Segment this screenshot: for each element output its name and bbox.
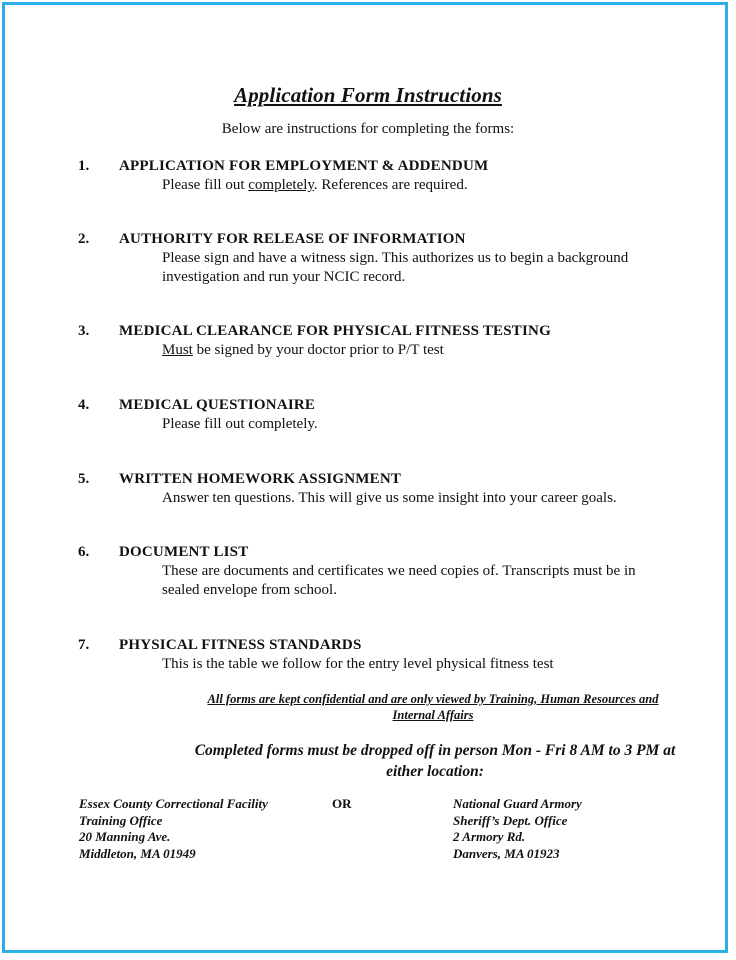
item-heading: MEDICAL QUESTIONAIRE [119,397,316,413]
address-dept: Sheriff’s Dept. Office [453,812,568,828]
item-number: 3. [78,323,90,339]
document-title: Application Form Instructions [234,83,502,107]
item-description: Answer ten questions. This will give us some insight into your career goals. [162,490,617,506]
document-title-block [0,83,736,108]
emphasis-underline: completely [248,177,314,193]
address-city: Middleton, MA 01949 [79,845,196,861]
item-number: 1. [78,158,90,174]
item-description: This is the table we follow for the entry level physical fitness test [162,656,554,672]
item-heading: DOCUMENT LIST [119,544,249,560]
item-heading: APPLICATION FOR EMPLOYMENT & ADDENDUM [119,158,489,174]
intro-text: Below are instructions for completing the forms: [221,121,515,137]
item-number: 5. [78,471,90,487]
item-heading: MEDICAL CLEARANCE FOR PHYSICAL FITNESS TESTING [119,323,551,339]
address-city: Danvers, MA 01923 [453,845,560,861]
or-separator: OR [332,796,352,811]
item-number: 2. [78,231,90,247]
item-heading: PHYSICAL FITNESS STANDARDS [119,637,362,653]
emphasis-underline: Must [162,342,193,358]
item-description: Please fill out completely. [162,416,318,432]
address-street: 2 Armory Rd. [453,829,526,844]
item-heading: WRITTEN HOMEWORK ASSIGNMENT [119,471,402,487]
address-national-guard [453,796,582,862]
address-name: National Guard Armory [453,796,582,811]
item-number: 6. [78,544,90,560]
item-description: These are documents and certificates we need copies of. Transcripts must be in sealed envelope from school. [162,563,636,598]
item-number: 7. [78,637,90,653]
item-heading: AUTHORITY FOR RELEASE OF INFORMATION [119,231,466,247]
address-name: Essex County Correctional Facility [79,796,268,811]
address-essex-county [79,796,268,862]
item-description: Must be signed by your doctor prior to P/T test [162,342,444,358]
dropoff-instructions: Completed forms must be dropped off in person Mon - Fri 8 AM to 3 PM at either location: [194,742,676,780]
address-street: 20 Manning Ave. [79,829,171,844]
confidential-note: All forms are kept confidential and are only viewed by Training, Human Resources and Internal Affairs [207,692,659,722]
item-description: Please fill out completely. References are required. [162,177,468,193]
address-dept: Training Office [79,812,163,828]
item-description: Please sign and have a witness sign. This authorizes us to begin a background investigation and run your NCIC record. [162,250,629,285]
item-number: 4. [78,397,90,413]
